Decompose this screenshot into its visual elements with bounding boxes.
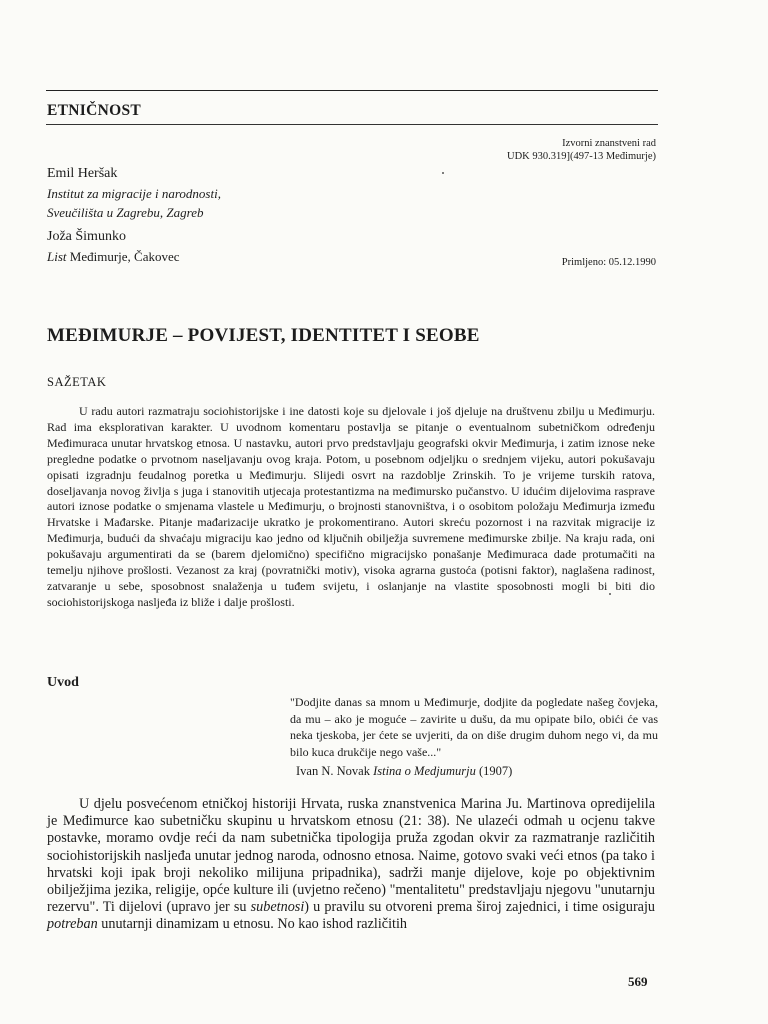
paper-metadata xyxy=(507,137,656,163)
body-segment-2: ) u pravilu su otvoreni prema široj zajednici, i time osiguraju xyxy=(304,899,656,916)
section-label: ETNIČNOST xyxy=(47,102,142,119)
epigraph-attribution xyxy=(296,764,512,779)
epigraph-author: Ivan N. Novak xyxy=(296,764,374,778)
abstract xyxy=(47,404,655,611)
affiliation-prefix: List xyxy=(47,249,67,264)
scan-speck xyxy=(442,172,444,174)
page-number: 569 xyxy=(628,974,648,989)
body-segment-3: unutarnji dinamizam u etnosu. No kao ishod različitih xyxy=(97,916,408,933)
scan-speck xyxy=(609,593,611,595)
article-title: MEĐIMURJE – POVIJEST, IDENTITET I SEOBE xyxy=(47,325,480,346)
abstract-heading: SAŽETAK xyxy=(47,375,107,389)
author-name-1: Emil Heršak xyxy=(47,166,118,181)
author-affiliation-1b: Sveučilišta u Zagrebu, Zagreb xyxy=(47,205,204,220)
section-rule xyxy=(46,124,658,125)
epigraph-text: "Dodjite danas sa mnom u Međimurje, dodjite da pogledate našeg čovjeka, da mu – ako je moguće – zavirite u dušu, da mu opipate bilo, obići će vas neka tjeskoba, jer ćete se uvjeriti, da on diše drugim duhom nego vi, da mu bilo kuca drukčije nego vaše..." xyxy=(290,695,658,759)
received-date: Primljeno: 05.12.1990 xyxy=(561,257,656,268)
epigraph xyxy=(290,694,658,760)
intro-heading: Uvod xyxy=(47,675,79,690)
epigraph-year: (1907) xyxy=(475,764,513,778)
paper-type: Izvorni znanstveni rad xyxy=(562,138,656,149)
body-italic-2: potreban xyxy=(47,916,98,933)
author-name-2: Joža Šimunko xyxy=(47,229,126,244)
top-rule xyxy=(46,90,658,91)
author-affiliation-2 xyxy=(47,249,180,265)
udk-code: UDK 930.319](497-13 Međimurje) xyxy=(506,151,656,162)
abstract-text: U radu autori razmatraju sociohistorijske i ine datosti koje su djelovale i još djeluje na društvenu zbilju u Međimurju. Rad ima eksplorativan karakter. U uvodnom komentaru postavlja se pitanje o eventualnom subetničkom određenju Međimuraca unutar hrvatskog etnosa. U nastavku, autori prvo predstavljaju geografski okvir Međimurja, i zatim iznose neke pregledne podatke o prvotnom naseljavanju ovog kraja. Potom, u posebnom odjeljku o srednjem vijeku, autori pokušavaju opisati izgradnju feudalnog poretka u Međimurju. Slijedi osvrt na razdoblje Zrinskih. To je vrijeme turskih ratova, doseljavanja novog življa s juga i stanovitih utjecaja protestantizma na međimursko pučanstvo. U idućim dijelovima rasprave autori iznose podatke o smjenama vlastele u Međimurju, o brojnosti stanovništva, i o osobitom položaju Međimurja između Hrvatske i Mađarske. Pitanje mađarizacije ukratko je prokomentirano. Autori skreću pozornost i na razvitak migracije iz Međimurja, budući da shvaćaju migraciju kao jedno od ključnih obilježja suvremene međimurske zbilje. Na kraju rada, oni pokušavaju argumentirati da se (barem djelomično) specifično migracijsko ponašanje Međimuraca dade protumačiti na temelju njihove prošlosti. Vezanost za kraj (povratnički motiv), visoka agrarna gustoća (potisni faktor), naglašena radinost, zatvaranje u sebe, sposobnost snalaženja u tuđem svijetu, i oslanjanje na vlastite sposobnosti mogli bi biti dio sociohistorijskoga nasljeđa iz bliže i dalje prošlosti. xyxy=(47,404,655,609)
epigraph-work: Istina o Medjumurju xyxy=(373,764,476,778)
author-affiliation-1a: Institut za migracije i narodnosti, xyxy=(47,186,221,201)
body-paragraph xyxy=(47,796,655,934)
body-italic-1: subetnosi xyxy=(250,899,305,916)
affiliation-rest: Međimurje, Čakovec xyxy=(66,249,180,264)
body-segment-1: U djelu posvećenom etničkoj historiji Hrvata, ruska znanstvenica Marina Ju. Martinova opredijelila je Međimurce kao subetničku skupinu u hrvatskom etnosu (21: 38). Ne ulazeći odmah u ocjenu takve postavke, moramo ovdje reći da nam subetnička tipologija pruža zgodan okvir za razmatranje različitih sociohistorijskih nasljeđa unutar jednog naroda, odnosno etnosa. Naime, gotovo svaki veći etnos (pa tako i hrvatski koji ipak broji nekoliko milijuna pripadnika), sadrži manje dijelove, koje po objektivnim obilježjima jezika, religije, opće kulture ili (uvjetno rečeno) "mentalitetu" predstavljaju njegovu "unutarnju rezervu". Ti dijelovi (upravo jer su xyxy=(47,796,655,916)
body-text xyxy=(47,796,655,934)
